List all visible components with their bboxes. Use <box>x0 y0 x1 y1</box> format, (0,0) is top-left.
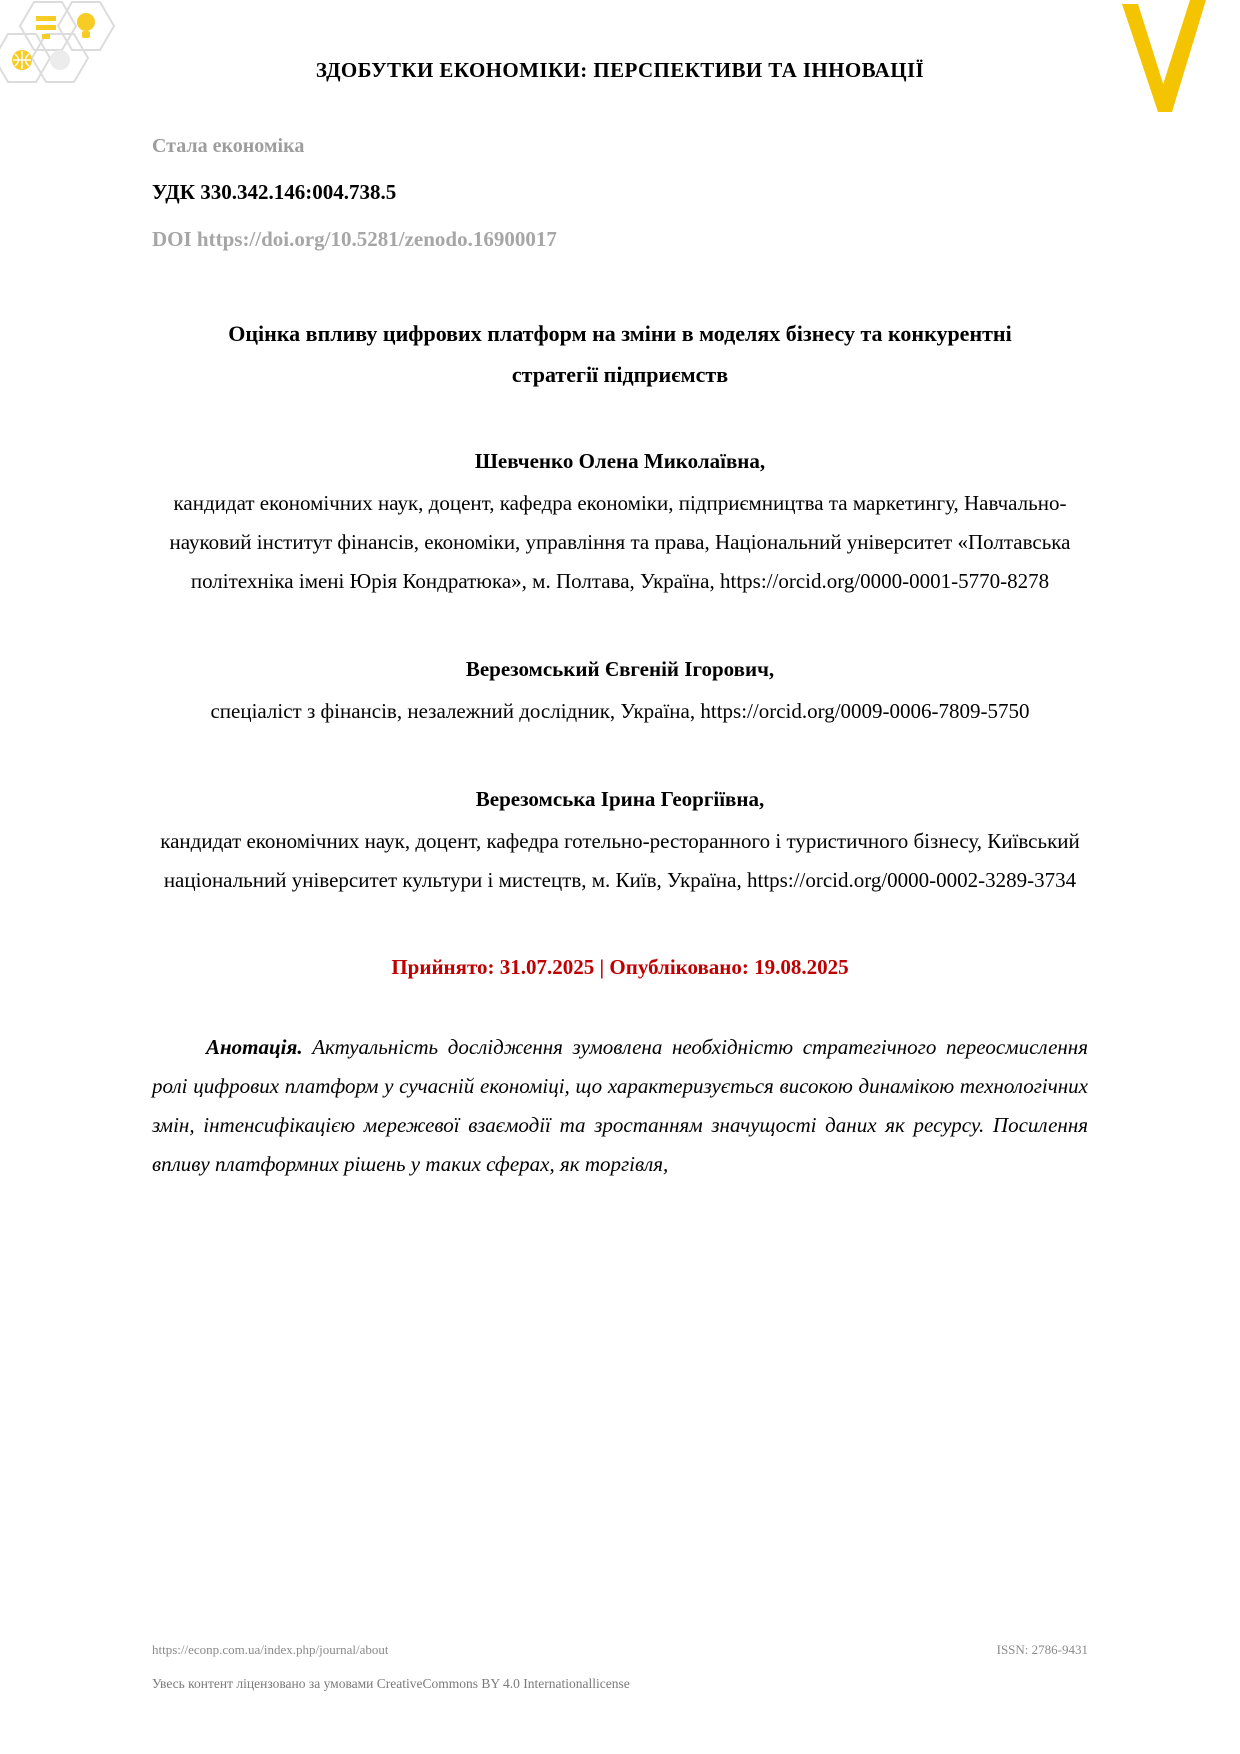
author-name: Верезомська Ірина Георгіївна, <box>475 786 765 811</box>
author-affiliation: кандидат економічних наук, доцент, кафедра економіки, підприємництва та маркетингу, Навчально-науковий інститут фінансів, економіки, управління та права, Національний університет «Полтавська політехніка імені Юрія Кондратюка», м. Полтава, Україна, https://orcid.org/0000-0001-5770-8278 <box>169 491 1071 594</box>
udc-code: УДК 330.342.146:004.738.5 <box>152 180 397 204</box>
author-block-1 <box>152 449 1088 601</box>
article-title: Оцінка впливу цифрових платформ на зміни в моделях бізнесу та конкурентні стратегії підприємств <box>228 321 1012 387</box>
page-title: ЗДОБУТКИ ЕКОНОМІКИ: ПЕРСПЕКТИВИ ТА ІННОВАЦІЇ <box>315 58 925 82</box>
doi-link[interactable]: DOI https://doi.org/10.5281/zenodo.16900017 <box>152 227 557 251</box>
author-name: Верезомський Євгеній Ігорович, <box>465 656 775 681</box>
abstract-paragraph <box>152 1028 1088 1183</box>
issn: ISSN: 2786-9431 <box>996 1642 1088 1657</box>
document-body <box>0 135 1240 1184</box>
page-footer <box>152 1642 1088 1692</box>
author-affiliation: кандидат економічних наук, доцент, кафедра готельно-ресторанного і туристичного бізнесу, Київський національний університет культури і мистецтв, м. Київ, Україна, https://orcid.org/0000-0002-3289-3734 <box>160 828 1080 892</box>
publication-dates: Прийнято: 31.07.2025 | Опубліковано: 19.08.2025 <box>391 955 849 980</box>
abstract-text: Актуальність дослідження зумовлена необхідністю стратегічного переосмислення ролі цифрових платформ у сучасній економіці, що характеризується високою динамікою технологічних змін, інтенсифікацією мережевої взаємодії та зростанням значущості даних як ресурсу. Посилення впливу платформних рішень у таких сферах, як торгівля, <box>152 1035 1088 1176</box>
author-block-3 <box>152 787 1088 900</box>
author-block-2 <box>152 657 1088 731</box>
abstract-label: Анотація. <box>206 1035 303 1060</box>
author-name: Шевченко Олена Миколаївна, <box>474 449 766 474</box>
author-affiliation: спеціаліст з фінансів, незалежний дослідник, Україна, https://orcid.org/0009-0006-7809-5750 <box>210 698 1030 723</box>
journal-url[interactable]: https://econp.com.ua/index.php/journal/about <box>152 1642 389 1657</box>
section-label: Стала економіка <box>152 135 305 157</box>
license-note: Увесь контент ліцензовано за умовами CreativeCommons BY 4.0 Internationallicense <box>152 1676 630 1691</box>
